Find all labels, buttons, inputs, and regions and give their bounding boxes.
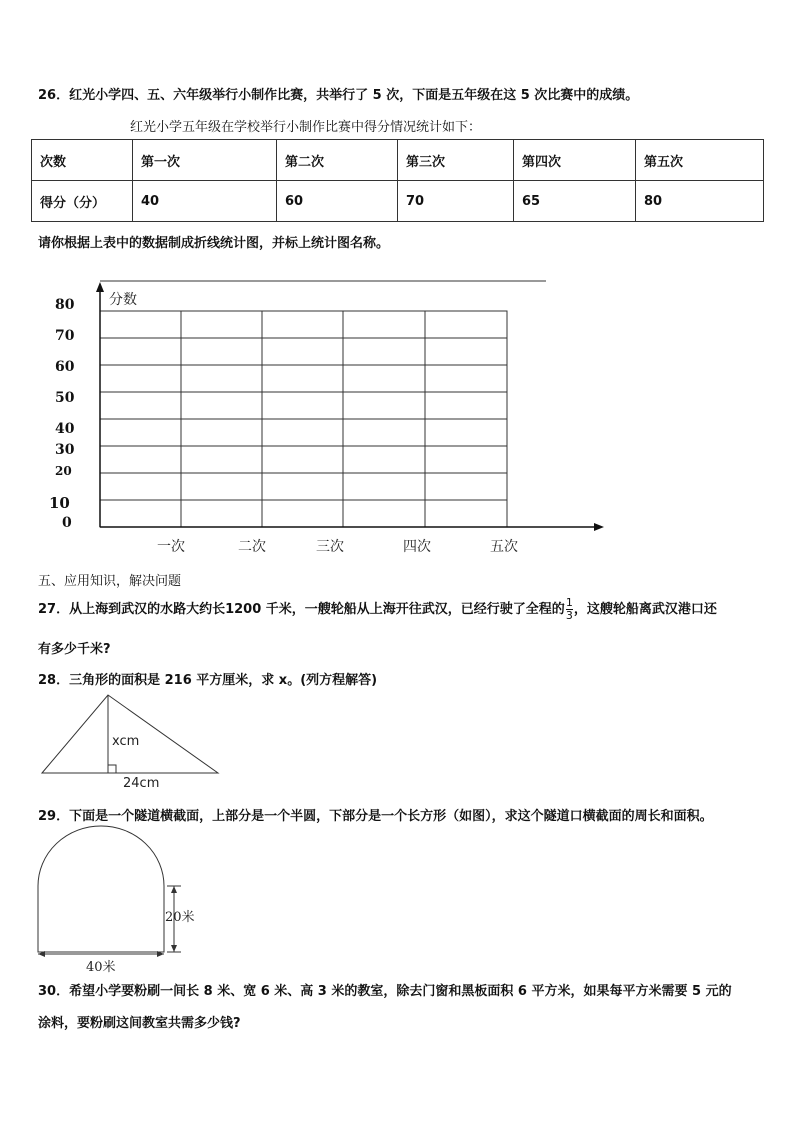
q27-text-b: ，这艘轮船离武汉港口还 — [573, 602, 717, 617]
table-cell: 第一次 — [133, 140, 277, 181]
table-cell: 第四次 — [514, 140, 636, 181]
x-tick-label: 五次 — [490, 539, 518, 555]
arrow-down-icon — [171, 945, 177, 952]
y-tick-label: 40 — [55, 421, 75, 437]
y-tick-label: 60 — [55, 359, 75, 375]
triangle-base-label: 24cm — [123, 776, 160, 791]
y-tick-label: 80 — [55, 297, 75, 313]
q27-line1 — [38, 597, 717, 622]
y-tick-label: 20 — [55, 464, 72, 478]
y-tick-label: 0 — [62, 515, 72, 531]
y-axis-title: 分数 — [109, 292, 137, 308]
x-tick-label: 四次 — [403, 539, 431, 555]
q26-instruction: 请你根据上表中的数据制成折线统计图，并标上统计图名称。 — [38, 236, 390, 251]
x-tick-label: 一次 — [157, 539, 185, 555]
table-cell: 80 — [636, 181, 764, 222]
q26-table-caption: 红光小学五年级在学校举行小制作比赛中得分情况统计如下： — [130, 120, 482, 135]
tunnel-figure — [30, 822, 200, 972]
table-cell: 70 — [398, 181, 514, 222]
table-cell: 得分（分） — [32, 181, 133, 222]
x-axis-arrow-icon — [594, 523, 604, 531]
x-tick-label: 二次 — [238, 539, 266, 555]
table-cell: 第五次 — [636, 140, 764, 181]
fraction-denominator: 3 — [565, 609, 573, 622]
tunnel-width-label: 40米 — [86, 960, 116, 975]
q27-text-a: 27．从上海到武汉的水路大约长1200 千米，一艘轮船从上海开往武汉，已经行驶了全程的 — [38, 602, 565, 617]
table-cell: 第二次 — [277, 140, 398, 181]
chart-grid — [100, 311, 507, 527]
y-axis-arrow-icon — [96, 282, 104, 292]
table-cell: 次数 — [32, 140, 133, 181]
table-row — [32, 140, 764, 181]
triangle-height-label: xcm — [112, 734, 140, 749]
q30-line1: 30．希望小学要粉刷一间长 8 米、宽 6 米、高 3 米的教室，除去门窗和黑板面积 6 平方米，如果每平方米需要 5 元的 — [38, 984, 732, 999]
q28-prompt: 28．三角形的面积是 216 平方厘米，求 x。(列方程解答) — [38, 673, 378, 688]
fraction — [566, 597, 573, 622]
q29-prompt: 29．下面是一个隧道横截面，上部分是一个半圆，下部分是一个长方形（如图），求这个隧道口横截面的周长和面积。 — [38, 809, 713, 824]
score-table — [31, 139, 764, 222]
tunnel-height-label: 20米 — [165, 910, 195, 925]
q26-prompt: 26．红光小学四、五、六年级举行小制作比赛，共举行了 5 次，下面是五年级在这 5 次比赛中的成绩。 — [38, 88, 639, 103]
fraction-numerator: 1 — [565, 596, 573, 609]
table-cell: 60 — [277, 181, 398, 222]
table-cell: 65 — [514, 181, 636, 222]
q27-line2: 有多少千米? — [38, 642, 111, 657]
y-tick-label: 30 — [55, 442, 75, 458]
table-cell: 40 — [133, 181, 277, 222]
blank-line-chart — [0, 270, 794, 560]
table-row — [32, 181, 764, 222]
table-cell: 第三次 — [398, 140, 514, 181]
q30-line2: 涂料，要粉刷这间教室共需多少钱? — [38, 1016, 241, 1031]
y-tick-label: 70 — [55, 328, 75, 344]
section-title: 五、应用知识，解决问题 — [38, 574, 182, 589]
right-angle-icon — [108, 765, 116, 773]
x-tick-label: 三次 — [316, 539, 344, 555]
arrow-up-icon — [171, 886, 177, 893]
y-tick-label: 50 — [55, 390, 75, 406]
y-tick-label: 10 — [49, 494, 70, 512]
